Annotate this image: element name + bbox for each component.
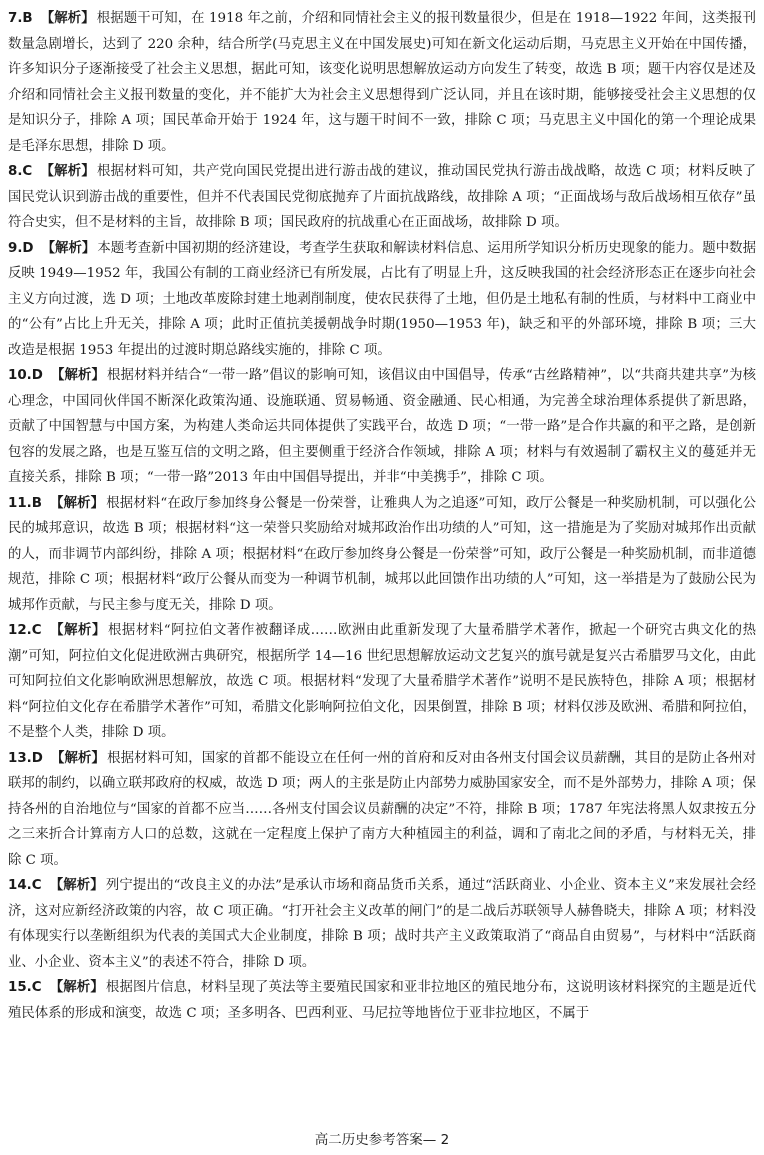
analysis-text: 根据材料“阿拉伯文著作被翻译成……欧洲由此重新发现了大量希腊学术著作，掀起一个研究古典文化的热潮”可知，阿拉伯文化促进欧洲古典研究，根据所学 14—16 世纪思想解放运动文艺复兴的旗号就是复兴古希腊罗马文化，由此可知阿拉伯文化影响欧洲思想解放，故选 C 项。根据材料“发现了大量希腊学术著作”说明不是民族特色，排除 A 项；根据材料“阿拉伯文化存在希腊学术著作”可知，希腊文化影响阿拉伯文化，因果倒置，排除 B 项；材料仅涉及欧洲、希腊和阿拉伯，不是整个人类，排除 D 项。 bbox=[8, 623, 757, 740]
analysis-tag: 【解析】 bbox=[40, 11, 95, 26]
answer-13 bbox=[8, 746, 756, 874]
page-footer: 高二历史参考答案— 2 bbox=[314, 1132, 450, 1148]
answer-11 bbox=[8, 491, 756, 619]
answer-letter: C bbox=[22, 164, 33, 179]
question-number: 7. bbox=[8, 11, 23, 26]
analysis-text: 根据材料可知，国家的首都不能设立在任何一州的首府和反对由各州支付国会议员薪酬，其目的是防止各州对联邦的制约，以确立联邦政府的权威，故选 D 项；两人的主张是防止内部势力威胁国家安全，而不是外部势力，排除 A 项；保持各州的自治地位与“国家的首都不应当……各州支付国会议员薪酬的决定”不符，排除 B 项；1787 年宪法将黑人奴隶按五分之三来折合计算南方人口的总数，这就在一定程度上保护了南方大种植园主的利益，调和了南北之间的矛盾，与材料无关，排除 C 项。 bbox=[8, 750, 756, 868]
analysis-text: 根据图片信息，材料呈现了英法等主要殖民国家和亚非拉地区的殖民地分布，这说明该材料探究的主题是近代殖民体系的形成和演变，故选 C 项；圣多明各、巴西利亚、马尼拉等地皆位于亚非拉地区，不属于 bbox=[8, 980, 756, 1021]
answer-list bbox=[8, 6, 756, 1026]
analysis-tag: 【解析】 bbox=[50, 750, 106, 766]
answer-12 bbox=[8, 618, 756, 746]
analysis-text: 根据材料可知，共产党向国民党提出进行游击战的建议，推动国民党执行游击战战略，故选 C 项；材料反映了国民党认识到游击战的重要性，但并不代表国民党彻底抛弃了片面抗战路线，故排除 A 项；“正面战场与敌后战场相互依存”虽符合史实，但不是材料的主旨，故排除 B 项；国民政府的抗战重心在正面战场，故排除 D 项。 bbox=[8, 164, 756, 230]
answer-letter: B bbox=[31, 495, 42, 511]
question-number: 8. bbox=[8, 164, 23, 179]
analysis-tag: 【解析】 bbox=[40, 164, 95, 179]
question-number: 12. bbox=[8, 623, 32, 638]
question-number: 13. bbox=[8, 750, 32, 766]
question-number: 14. bbox=[8, 878, 32, 893]
answer-letter: D bbox=[31, 750, 43, 766]
analysis-tag: 【解析】 bbox=[50, 368, 105, 383]
analysis-text: 根据材料“在政厅参加终身公餐是一份荣誉，让雅典人为之追逐”可知，政厅公餐是一种奖励机制，可以强化公民的城邦意识，故选 B 项；根据材料“这一荣誉只奖励给对城邦政治作出功绩的人”可知，这一措施是为了奖励对城邦作出贡献的人，而非调节内部纠纷，排除 A 项；根据材料“在政厅参加终身公餐是一份荣誉”可知，政厅公餐是一种奖励机制，而非道德规范，排除 C 项；根据材料“政厅公餐从而变为一种调节机制，城邦以此回馈作出功绩的人”可知，这一举措是为了鼓励公民为城邦作贡献，与民主参与度无关，排除 D 项。 bbox=[8, 495, 756, 613]
analysis-text: 根据材料并结合“一带一路”倡议的影响可知，该倡议由中国倡导，传承“古丝路精神”，以“共商共建共享”为核心理念，中国同伙伴国不断深化政策沟通、设施联通、贸易畅通、资金融通、民心相通，为完善全球治理体系提供了新思路，贡献了中国智慧与中国方案，为构建人类命运共同体提供了实践平台，故选 D 项；“一带一路”是合作共赢的和平之路，是创新包容的发展之路，也是互鉴互信的文明之路，但主要侧重于经济合作领域，排除 A 项；材料与有效遏制了霸权主义的蔓延并无直接关系，排除 B 项；“一带一路”2013 年由中国倡导提出，并非“中美携手”，排除 C 项。 bbox=[8, 368, 757, 485]
answer-letter: D bbox=[22, 240, 34, 256]
answer-9 bbox=[8, 236, 756, 364]
answer-letter: C bbox=[31, 623, 42, 638]
answer-14 bbox=[8, 873, 756, 975]
analysis-tag: 【解析】 bbox=[49, 495, 105, 511]
analysis-text: 根据题干可知，在 1918 年之前，介绍和同情社会主义的报刊数量很少，但是在 1918—1922 年间，这类报刊数量急剧增长，达到了 220 余种，结合所学(马克思主义在中国发展史)可知在新文化运动后期，马克思主义开始在中国传播，许多知识分子逐渐接受了社会主义思想，据此可知，该变化说明思想解放运动方向发生了转变，故选 B 项；题干内容仅是述及介绍和同情社会主义报刊数量的变化，并不能扩大为社会主义思想得到广泛认同，并且在该时期，能够接受社会主义思想的仅是知识分子，排除 A 项；国民革命开始于 1924 年，这与题干时间不一致，排除 C 项；马克思主义中国化的第一个理论成果是毛泽东思想，排除 D 项。 bbox=[8, 11, 756, 154]
answer-letter: D bbox=[31, 368, 43, 383]
analysis-tag: 【解析】 bbox=[49, 878, 104, 893]
question-number: 10. bbox=[8, 368, 32, 383]
analysis-tag: 【解析】 bbox=[41, 240, 96, 256]
analysis-tag: 【解析】 bbox=[49, 623, 106, 638]
analysis-tag: 【解析】 bbox=[49, 980, 104, 995]
analysis-text: 列宁提出的“改良主义的办法”是承认市场和商品货币关系，通过“活跃商业、小企业、资本主义”来发展社会经济，这对应新经济政策的内容，故 C 项正确。“打开社会主义改革的闸门”的是二战后苏联领导人赫鲁晓夫，排除 A 项；材料没有体现实行以垄断组织为代表的美国式大企业制度，排除 B 项；战时共产主义政策取消了“商品自由贸易”，与材料中“活跃商业、小企业、资本主义”的表述不符合，排除 D 项。 bbox=[8, 878, 756, 970]
answer-10 bbox=[8, 363, 756, 491]
answer-8 bbox=[8, 159, 756, 236]
question-number: 15. bbox=[8, 980, 32, 995]
question-number: 11. bbox=[8, 495, 32, 511]
answer-letter: C bbox=[31, 878, 42, 893]
answer-7 bbox=[8, 6, 756, 159]
answer-15 bbox=[8, 975, 756, 1026]
analysis-text: 本题考查新中国初期的经济建设，考查学生获取和解读材料信息、运用所学知识分析历史现象的能力。题中数据反映 1949—1952 年，我国公有制的工商业经济已有所发展，占比有了明显上升，这反映我国的社会经济形态正在逐步向社会主义方向过渡，选 D 项；土地改革废除封建土地剥削制度，使农民获得了土地，但仍是土地私有制的性质，与材料中工商业中的“公有”占比上升无关，排除 A 项；此时正值抗美援朝战争时期(1950—1953 年)，缺乏和平的外部环境，排除 B 项；三大改造是根据 1953 年提出的过渡时期总路线实施的，排除 C 项。 bbox=[8, 240, 757, 358]
question-number: 9. bbox=[8, 240, 23, 256]
answer-letter: C bbox=[31, 980, 42, 995]
answer-letter: B bbox=[22, 11, 33, 26]
